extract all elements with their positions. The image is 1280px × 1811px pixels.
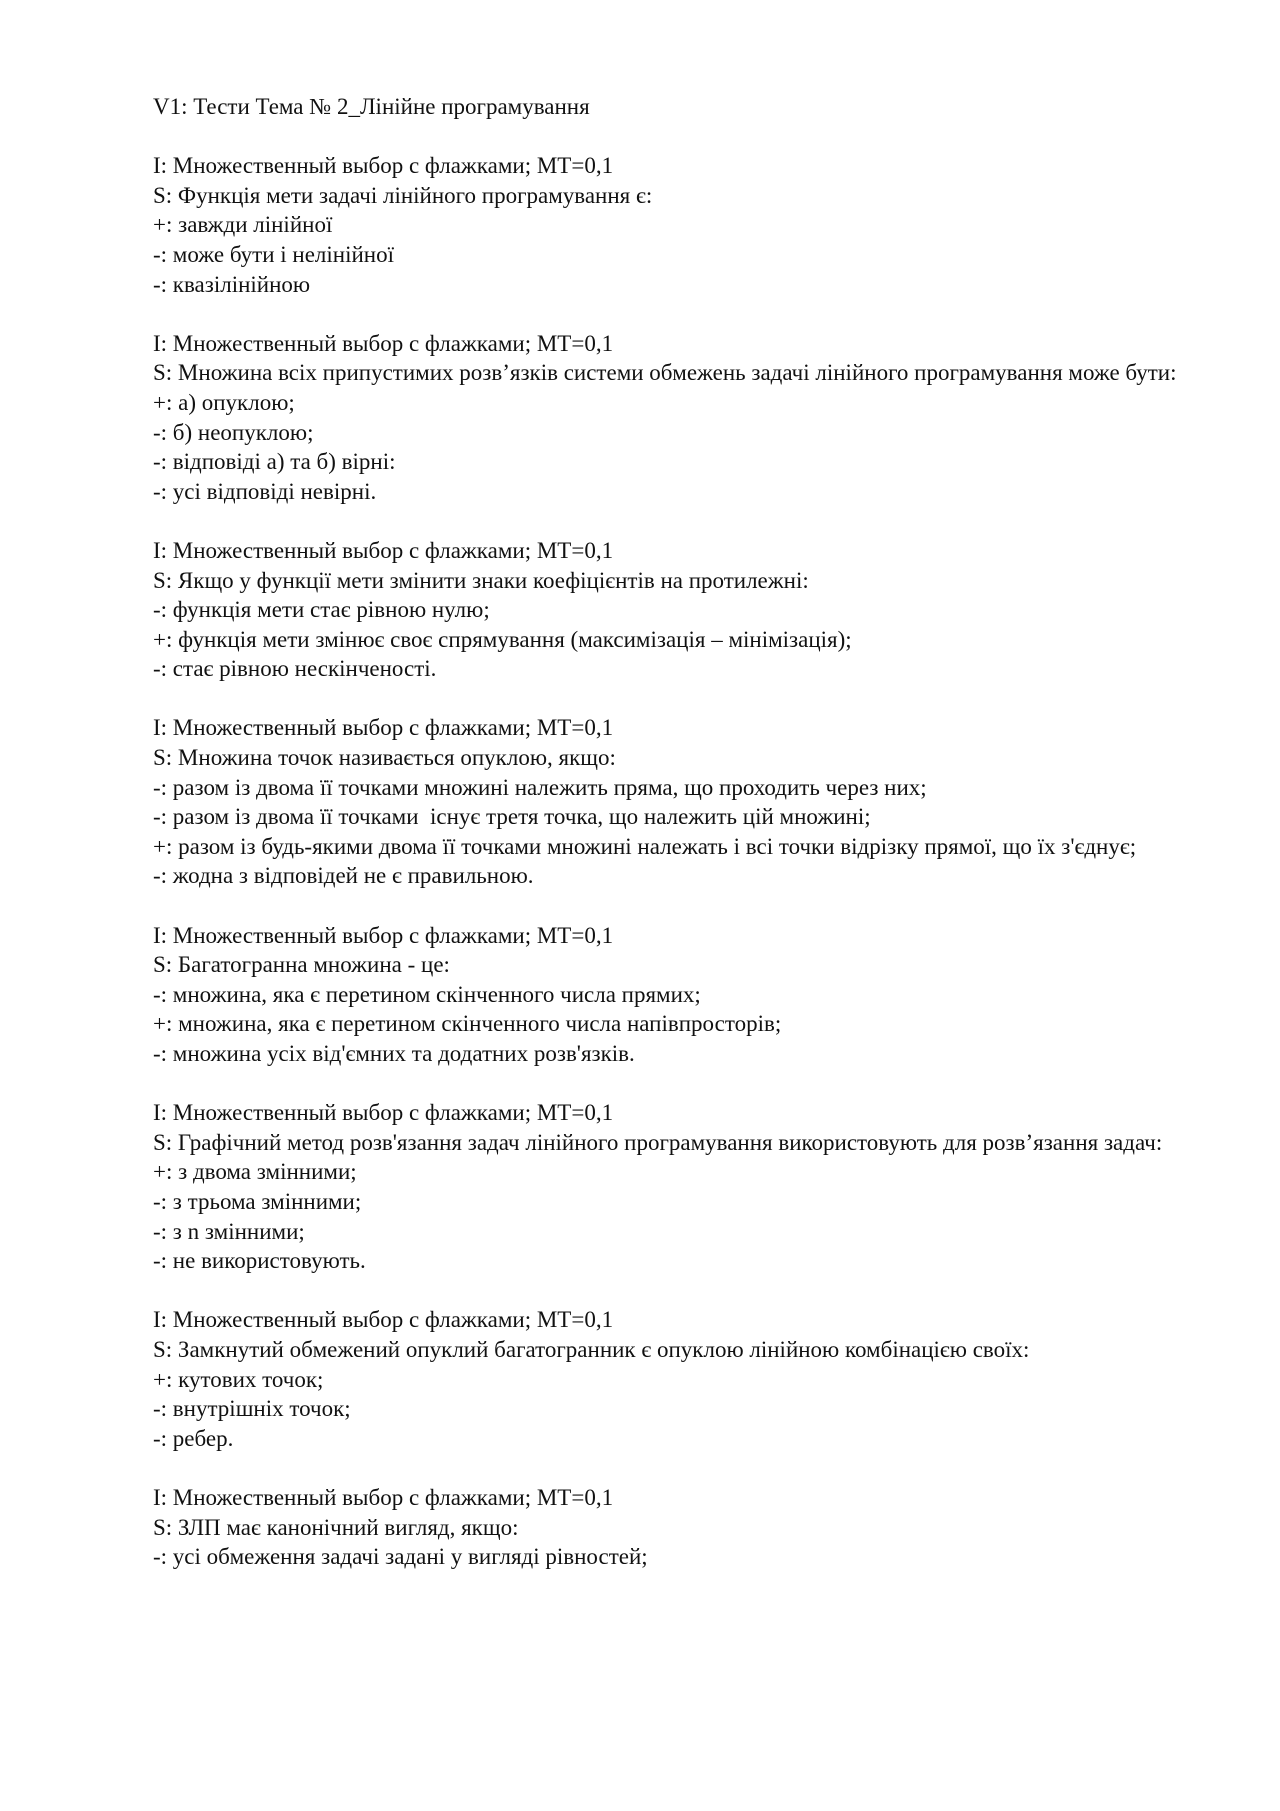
answer-option: -: внутрішніх точок; bbox=[153, 1396, 351, 1422]
question-block bbox=[153, 1098, 1193, 1276]
question-stem: S: Багатогранна множина - це: bbox=[153, 952, 450, 978]
answer-option: -: множина, яка є перетином скінченного числа прямих; bbox=[153, 981, 701, 1007]
answer-option: -: усі обмеження задачі задані у вигляді рівностей; bbox=[153, 1544, 648, 1570]
question-block bbox=[153, 1305, 1193, 1453]
answer-option: -: з n змінними; bbox=[153, 1218, 305, 1244]
answer-option: +: а) опуклою; bbox=[153, 389, 295, 415]
answer-option: -: жодна з відповідей не є правильною. bbox=[153, 863, 534, 889]
document-page bbox=[153, 92, 1193, 1601]
answer-option: -: б) неопуклою; bbox=[153, 419, 314, 445]
question-stem: S: Функція мети задачі лінійного програмування є: bbox=[153, 182, 653, 208]
answer-option: +: завжди лінійної bbox=[153, 212, 333, 238]
question-header: I: Множественный выбор с флажками; MT=0,1 bbox=[153, 715, 614, 741]
question-stem: S: Графічний метод розв'язання задач лінійного програмування використовують для розв’язання задач: bbox=[153, 1129, 1163, 1155]
document-title: V1: Тести Тема № 2_Лінійне програмування bbox=[153, 94, 590, 119]
question-header: I: Множественный выбор с флажками; MT=0,1 bbox=[153, 330, 614, 356]
answer-option: -: відповіді а) та б) вірні: bbox=[153, 449, 396, 475]
answer-option: -: разом із двома її точками існує третя точка, що належить цій множині; bbox=[153, 804, 871, 830]
answer-option: +: функція мети змінює своє спрямування (максимізація – мінімізація); bbox=[153, 626, 852, 652]
answer-option: -: ребер. bbox=[153, 1425, 234, 1451]
question-stem: S: Якщо у функції мети змінити знаки коефіцієнтів на протилежні: bbox=[153, 567, 809, 593]
answer-option: -: разом із двома її точками множині належить пряма, що проходить через них; bbox=[153, 774, 927, 800]
question-block bbox=[153, 536, 1193, 684]
question-header: I: Множественный выбор с флажками; MT=0,1 bbox=[153, 153, 614, 179]
question-block bbox=[153, 329, 1193, 507]
answer-option: +: кутових точок; bbox=[153, 1366, 324, 1392]
answer-option: -: множина усіх від'ємних та додатних розв'язків. bbox=[153, 1041, 635, 1066]
question-stem: S: Множина точок називається опуклою, якщо: bbox=[153, 745, 616, 771]
question-block bbox=[153, 713, 1193, 891]
answer-option: -: усі відповіді невірні. bbox=[153, 478, 377, 504]
answer-option: -: квазілінійною bbox=[153, 271, 311, 297]
question-header: I: Множественный выбор с флажками; MT=0,1 bbox=[153, 922, 614, 948]
question-block bbox=[153, 921, 1193, 1069]
question-header: I: Множественный выбор с флажками; MT=0,1 bbox=[153, 1307, 614, 1333]
answer-option: -: з трьома змінними; bbox=[153, 1188, 362, 1214]
question-header: I: Множественный выбор с флажками; MT=0,1 bbox=[153, 537, 614, 563]
answer-option: -: стає рівною нескінченості. bbox=[153, 656, 437, 682]
answer-option: -: функція мети стає рівною нулю; bbox=[153, 597, 490, 623]
answer-option: +: множина, яка є перетином скінченного числа напівпросторів; bbox=[153, 1011, 782, 1037]
question-stem: S: Множина всіх припустимих розв’язків системи обмежень задачі лінійного програмування може бути: bbox=[153, 360, 1177, 386]
answer-option: -: може бути і нелінійної bbox=[153, 241, 394, 267]
question-stem: S: Замкнутий обмежений опуклий багатогранник є опуклою лінійною комбінацією своїх: bbox=[153, 1336, 1030, 1362]
question-block bbox=[153, 151, 1193, 299]
question-header: I: Множественный выбор с флажками; MT=0,1 bbox=[153, 1484, 614, 1510]
answer-option: -: не використовують. bbox=[153, 1248, 366, 1274]
answer-option: +: з двома змінними; bbox=[153, 1159, 357, 1185]
question-stem: S: ЗЛП має канонічний вигляд, якщо: bbox=[153, 1514, 519, 1540]
question-block bbox=[153, 1483, 1193, 1572]
answer-option: +: разом із будь-якими двома її точками множині належать і всі точки відрізку прямої, що їх з'єднує; bbox=[153, 833, 1137, 859]
question-header: I: Множественный выбор с флажками; MT=0,1 bbox=[153, 1100, 614, 1126]
